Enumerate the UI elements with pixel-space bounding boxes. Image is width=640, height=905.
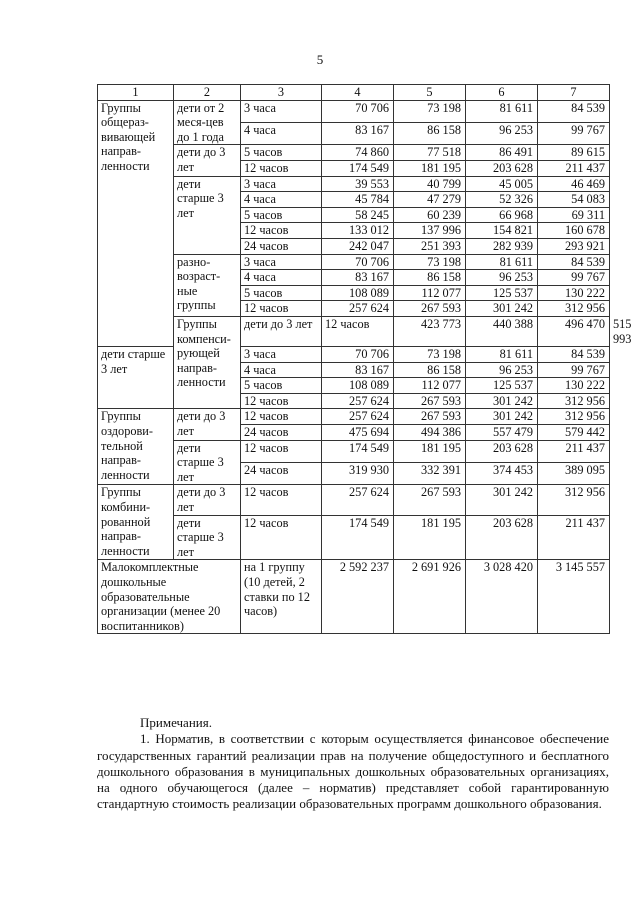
subgroup-cell: разно-возраст-ные группы (174, 254, 241, 316)
group-cell: Группы оздорови-тельной направ-ленности (98, 409, 174, 485)
duration-cell: 5 часов (241, 207, 322, 223)
table-row (98, 254, 610, 270)
value-cell: 3 145 557 (538, 560, 610, 634)
value-cell: 108 089 (322, 378, 394, 394)
group-cell: Группы компенси-рующей направ-ленности (174, 316, 241, 409)
table-row (98, 176, 610, 192)
value-cell: 133 012 (322, 223, 394, 239)
column-header: 7 (538, 85, 610, 101)
value-cell: 203 628 (466, 160, 538, 176)
value-cell: 40 799 (394, 176, 466, 192)
value-cell: 130 222 (538, 378, 610, 394)
value-cell: 70 706 (322, 347, 394, 363)
value-cell: 267 593 (394, 409, 466, 425)
value-cell: 301 242 (466, 301, 538, 317)
value-cell: 45 784 (322, 192, 394, 208)
value-cell: 130 222 (538, 285, 610, 301)
column-header: 2 (174, 85, 241, 101)
value-cell: 312 956 (538, 301, 610, 317)
value-cell: 181 195 (394, 160, 466, 176)
group-cell: Группы комбини-рованной направ-ленности (98, 485, 174, 560)
subgroup-cell: дети до 3 лет (241, 316, 322, 346)
value-cell: 389 095 (538, 463, 610, 485)
value-cell: 99 767 (538, 362, 610, 378)
duration-cell: 5 часов (241, 285, 322, 301)
duration-cell: 12 часов (241, 485, 322, 515)
value-cell: 257 624 (322, 301, 394, 317)
value-cell: 86 491 (466, 145, 538, 161)
value-cell: 494 386 (394, 425, 466, 441)
value-cell: 257 624 (322, 393, 394, 409)
value-cell: 73 198 (394, 254, 466, 270)
table-row (98, 409, 610, 425)
value-cell: 332 391 (394, 463, 466, 485)
subgroup-cell: дети до 3 лет (174, 145, 241, 176)
value-cell: 96 253 (466, 270, 538, 286)
table-row (98, 485, 610, 515)
value-cell: 211 437 (538, 440, 610, 462)
value-cell: 86 158 (394, 270, 466, 286)
table-row (98, 560, 610, 634)
subgroup-cell: дети до 3 лет (174, 485, 241, 515)
value-cell: 83 167 (322, 362, 394, 378)
duration-cell: на 1 группу (10 детей, 2 ставки по 12 часов) (241, 560, 322, 634)
table-row (98, 515, 610, 560)
column-header: 3 (241, 85, 322, 101)
value-cell: 203 628 (466, 440, 538, 462)
value-cell: 557 479 (466, 425, 538, 441)
duration-cell: 12 часов (241, 409, 322, 425)
value-cell: 374 453 (466, 463, 538, 485)
value-cell: 58 245 (322, 207, 394, 223)
value-cell: 81 611 (466, 100, 538, 122)
value-cell: 2 592 237 (322, 560, 394, 634)
value-cell: 319 930 (322, 463, 394, 485)
table-row (98, 145, 610, 161)
notes-paragraph-1: 1. Норматив, в соответствии с которым осуществляется финансовое обеспечение государственных гарантий реализации прав на получение общедоступного и бесплатного дошкольного образования в муниципальных дошкольных образовательных организациях, на одного обучающегося (далее – норматив) представляет собой гарантированную стандартную стоимость реализации образовательных программ дошкольного образования. (97, 731, 609, 812)
table-row: Группы компенси-рующей направ-ленности дети до 3 лет 12 часов 423 773 440 388 496 470 515 993 (98, 316, 610, 346)
value-cell: 70 706 (322, 100, 394, 122)
value-cell: 2 691 926 (394, 560, 466, 634)
value-cell: 267 593 (394, 393, 466, 409)
value-cell: 86 158 (394, 362, 466, 378)
value-cell: 81 611 (466, 347, 538, 363)
value-cell: 579 442 (538, 425, 610, 441)
value-cell: 46 469 (538, 176, 610, 192)
value-cell: 293 921 (538, 238, 610, 254)
value-cell: 242 047 (322, 238, 394, 254)
subgroup-cell: дети старше 3 лет (98, 347, 174, 409)
value-cell: 112 077 (394, 285, 466, 301)
duration-cell: 4 часа (241, 362, 322, 378)
value-cell: 99 767 (538, 122, 610, 144)
value-cell: 181 195 (394, 440, 466, 462)
value-cell: 89 615 (538, 145, 610, 161)
value-cell: 125 537 (466, 285, 538, 301)
table-header-row (98, 85, 610, 101)
value-cell: 181 195 (394, 515, 466, 560)
duration-cell: 12 часов (241, 440, 322, 462)
value-cell: 84 539 (538, 347, 610, 363)
value-cell: 45 005 (466, 176, 538, 192)
column-header: 1 (98, 85, 174, 101)
duration-cell: 12 часов (241, 301, 322, 317)
duration-cell: 12 часов (322, 316, 394, 346)
duration-cell: 24 часов (241, 463, 322, 485)
value-cell: 203 628 (466, 515, 538, 560)
value-cell: 312 956 (538, 485, 610, 515)
table-row (98, 440, 610, 462)
value-cell: 73 198 (394, 100, 466, 122)
value-cell: 66 968 (466, 207, 538, 223)
value-cell: 96 253 (466, 122, 538, 144)
value-cell: 174 549 (322, 440, 394, 462)
value-cell: 39 553 (322, 176, 394, 192)
duration-cell: 5 часов (241, 145, 322, 161)
value-cell: 496 470 (538, 316, 610, 346)
group-cell: Малокомплектные дошкольные образовательные организации (менее 20 воспитанников) (98, 560, 241, 634)
value-cell: 174 549 (322, 515, 394, 560)
value-cell: 154 821 (466, 223, 538, 239)
value-cell: 211 437 (538, 515, 610, 560)
value-cell: 69 311 (538, 207, 610, 223)
value-cell: 84 539 (538, 100, 610, 122)
value-cell: 312 956 (538, 393, 610, 409)
value-cell: 70 706 (322, 254, 394, 270)
duration-cell: 3 часа (241, 176, 322, 192)
subgroup-cell: дети от 2 меся-цев до 1 года (174, 100, 241, 145)
value-cell: 174 549 (322, 160, 394, 176)
duration-cell: 12 часов (241, 160, 322, 176)
value-cell: 251 393 (394, 238, 466, 254)
duration-cell: 3 часа (241, 100, 322, 122)
value-cell: 267 593 (394, 301, 466, 317)
notes-section (97, 715, 609, 813)
value-cell: 74 860 (322, 145, 394, 161)
duration-cell: 5 часов (241, 378, 322, 394)
value-cell: 81 611 (466, 254, 538, 270)
notes-title: Примечания. (140, 715, 212, 730)
value-cell: 99 767 (538, 270, 610, 286)
column-header: 6 (466, 85, 538, 101)
subgroup-cell: дети старше 3 лет (174, 515, 241, 560)
duration-cell: 4 часа (241, 270, 322, 286)
value-cell: 267 593 (394, 485, 466, 515)
value-cell: 84 539 (538, 254, 610, 270)
value-cell: 77 518 (394, 145, 466, 161)
value-cell: 475 694 (322, 425, 394, 441)
value-cell: 73 198 (394, 347, 466, 363)
duration-cell: 24 часов (241, 425, 322, 441)
duration-cell: 12 часов (241, 393, 322, 409)
value-cell: 137 996 (394, 223, 466, 239)
value-cell: 301 242 (466, 409, 538, 425)
normative-table (97, 84, 632, 634)
duration-cell: 4 часа (241, 192, 322, 208)
value-cell: 86 158 (394, 122, 466, 144)
value-cell: 282 939 (466, 238, 538, 254)
duration-cell: 3 часа (241, 347, 322, 363)
value-cell: 257 624 (322, 409, 394, 425)
value-cell: 52 326 (466, 192, 538, 208)
duration-cell: 12 часов (241, 223, 322, 239)
subgroup-cell: дети до 3 лет (174, 409, 241, 440)
value-cell: 440 388 (466, 316, 538, 346)
value-cell: 160 678 (538, 223, 610, 239)
value-cell: 112 077 (394, 378, 466, 394)
subgroup-cell: дети старше 3 лет (174, 440, 241, 485)
duration-cell: 12 часов (241, 515, 322, 560)
table-row (98, 100, 610, 122)
value-cell: 83 167 (322, 270, 394, 286)
value-cell: 301 242 (466, 485, 538, 515)
value-cell: 96 253 (466, 362, 538, 378)
column-header: 5 (394, 85, 466, 101)
duration-cell: 3 часа (241, 254, 322, 270)
duration-cell: 4 часа (241, 122, 322, 144)
value-cell: 312 956 (538, 409, 610, 425)
value-cell: 3 028 420 (466, 560, 538, 634)
value-cell: 54 083 (538, 192, 610, 208)
value-cell: 257 624 (322, 485, 394, 515)
value-cell: 125 537 (466, 378, 538, 394)
subgroup-cell: дети старше 3 лет (174, 176, 241, 254)
value-cell: 423 773 (394, 316, 466, 346)
group-cell: Группы общераз-вивающей направ-ленности (98, 100, 174, 347)
value-cell: 211 437 (538, 160, 610, 176)
value-cell: 301 242 (466, 393, 538, 409)
duration-cell: 24 часов (241, 238, 322, 254)
value-cell: 108 089 (322, 285, 394, 301)
page-number: 5 (316, 52, 324, 67)
value-cell: 47 279 (394, 192, 466, 208)
column-header: 4 (322, 85, 394, 101)
value-cell: 60 239 (394, 207, 466, 223)
value-cell: 83 167 (322, 122, 394, 144)
